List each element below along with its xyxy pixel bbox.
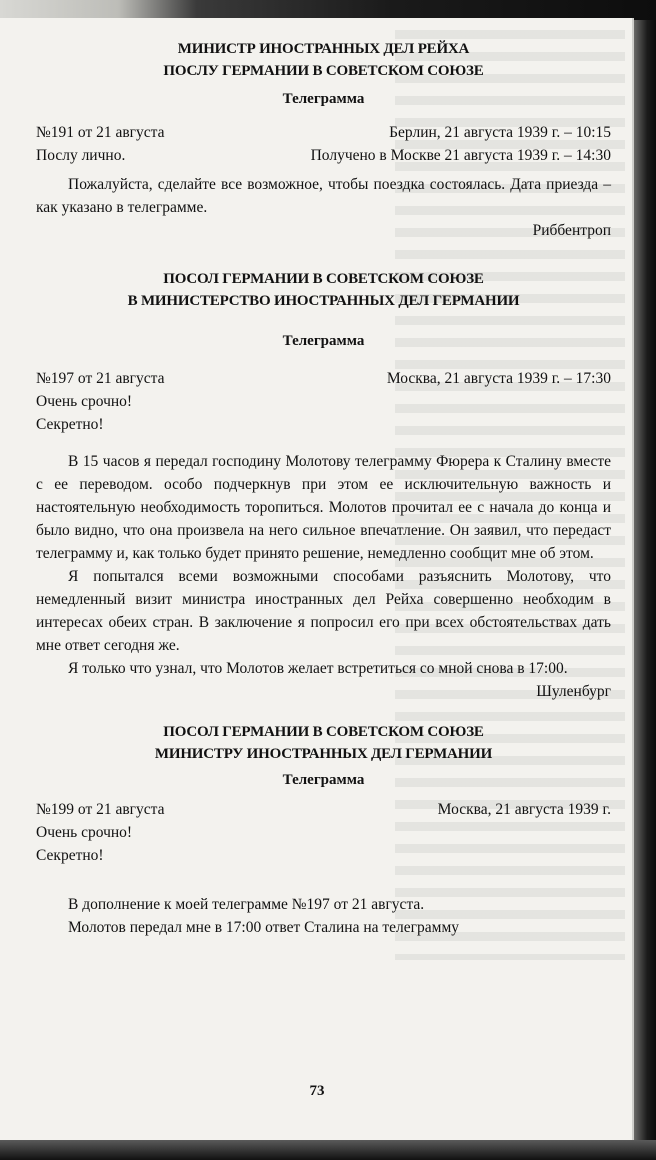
telegram-meta-row — [36, 798, 611, 821]
book-spine-shadow — [634, 20, 656, 1142]
page-number: 73 — [309, 1083, 325, 1099]
telegram-meta-row — [36, 144, 611, 167]
telegram-meta-row — [36, 121, 611, 144]
telegram-received: Получено в Москве 21 августа 1939 г. – 14:30 — [310, 147, 611, 164]
telegram-addressee: Послу лично. — [36, 147, 126, 164]
telegram-number: №191 от 21 августа — [36, 124, 165, 141]
telegram-body: Пожалуйста, сделайте все возможное, чтобы поездка состоялась. Дата приезда – как указано в телеграмме. — [36, 176, 611, 216]
secrecy-note: Секретно! — [36, 416, 104, 433]
telegram-meta-row — [36, 367, 611, 390]
urgency-note: Очень срочно! — [36, 393, 133, 410]
urgency-note: Очень срочно! — [36, 824, 133, 841]
telegram-sent: Берлин, 21 августа 1939 г. – 10:15 — [389, 124, 611, 141]
telegram-paragraph: Я только что узнал, что Молотов желает встретиться со мной снова в 17:00. — [68, 660, 568, 677]
telegram-sent: Москва, 21 августа 1939 г. – 17:30 — [386, 370, 611, 387]
telegram-heading: ПОСОЛ ГЕРМАНИИ В СОВЕТСКОМ СОЮЗЕ МИНИСТРУ ИНОСТРАННЫХ ДЕЛ ГЕРМАНИИ — [154, 724, 493, 762]
telegram-number: №199 от 21 августа — [36, 801, 165, 818]
page-content — [36, 38, 611, 939]
telegram-paragraph: В дополнение к моей телеграмме №197 от 21 августа. — [68, 896, 425, 913]
scan-bottom-edge — [0, 1140, 656, 1160]
telegram-type: Телеграмма — [282, 91, 365, 107]
telegram-191 — [36, 38, 611, 242]
telegram-paragraph: В 15 часов я передал господину Молотову телеграмму Фюрера к Сталину вместе с ее переводом. особо подчеркнув при этом ее исключительную важность и настоятельную необходимость торопиться. Молотов прочитал ее с начала до конца и было видно, что она произвела на него сильное впечатление. Он заявил, что передаст телеграмму и, как только будет принято решение, немедленно сообщит мне об этом. — [36, 453, 611, 562]
telegram-type: Телеграмма — [282, 772, 365, 788]
telegram-heading: ПОСОЛ ГЕРМАНИИ В СОВЕТСКОМ СОЮЗЕ В МИНИСТЕРСТВО ИНОСТРАННЫХ ДЕЛ ГЕРМАНИИ — [127, 271, 520, 309]
secrecy-note: Секретно! — [36, 847, 104, 864]
telegram-paragraph: Молотов передал мне в 17:00 ответ Сталина на телеграмму — [68, 919, 460, 936]
telegram-heading: МИНИСТР ИНОСТРАННЫХ ДЕЛ РЕЙХА ПОСЛУ ГЕРМАНИИ В СОВЕТСКОМ СОЮЗЕ — [163, 41, 484, 79]
signature: Риббентроп — [532, 222, 611, 239]
telegram-199 — [36, 721, 611, 939]
telegram-number: №197 от 21 августа — [36, 370, 165, 387]
telegram-type: Телеграмма — [282, 333, 365, 349]
telegram-197 — [36, 268, 611, 703]
telegram-paragraph: Я попытался всеми возможными способами разъяснить Молотову, что немедленный визит министра иностранных дел Рейха совершенно необходим в интересах обеих стран. В заключение я попросил его при всех обстоятельствах дать мне ответ сегодня же. — [36, 568, 611, 654]
signature: Шуленбург — [536, 683, 611, 700]
telegram-sent: Москва, 21 августа 1939 г. — [437, 801, 611, 818]
